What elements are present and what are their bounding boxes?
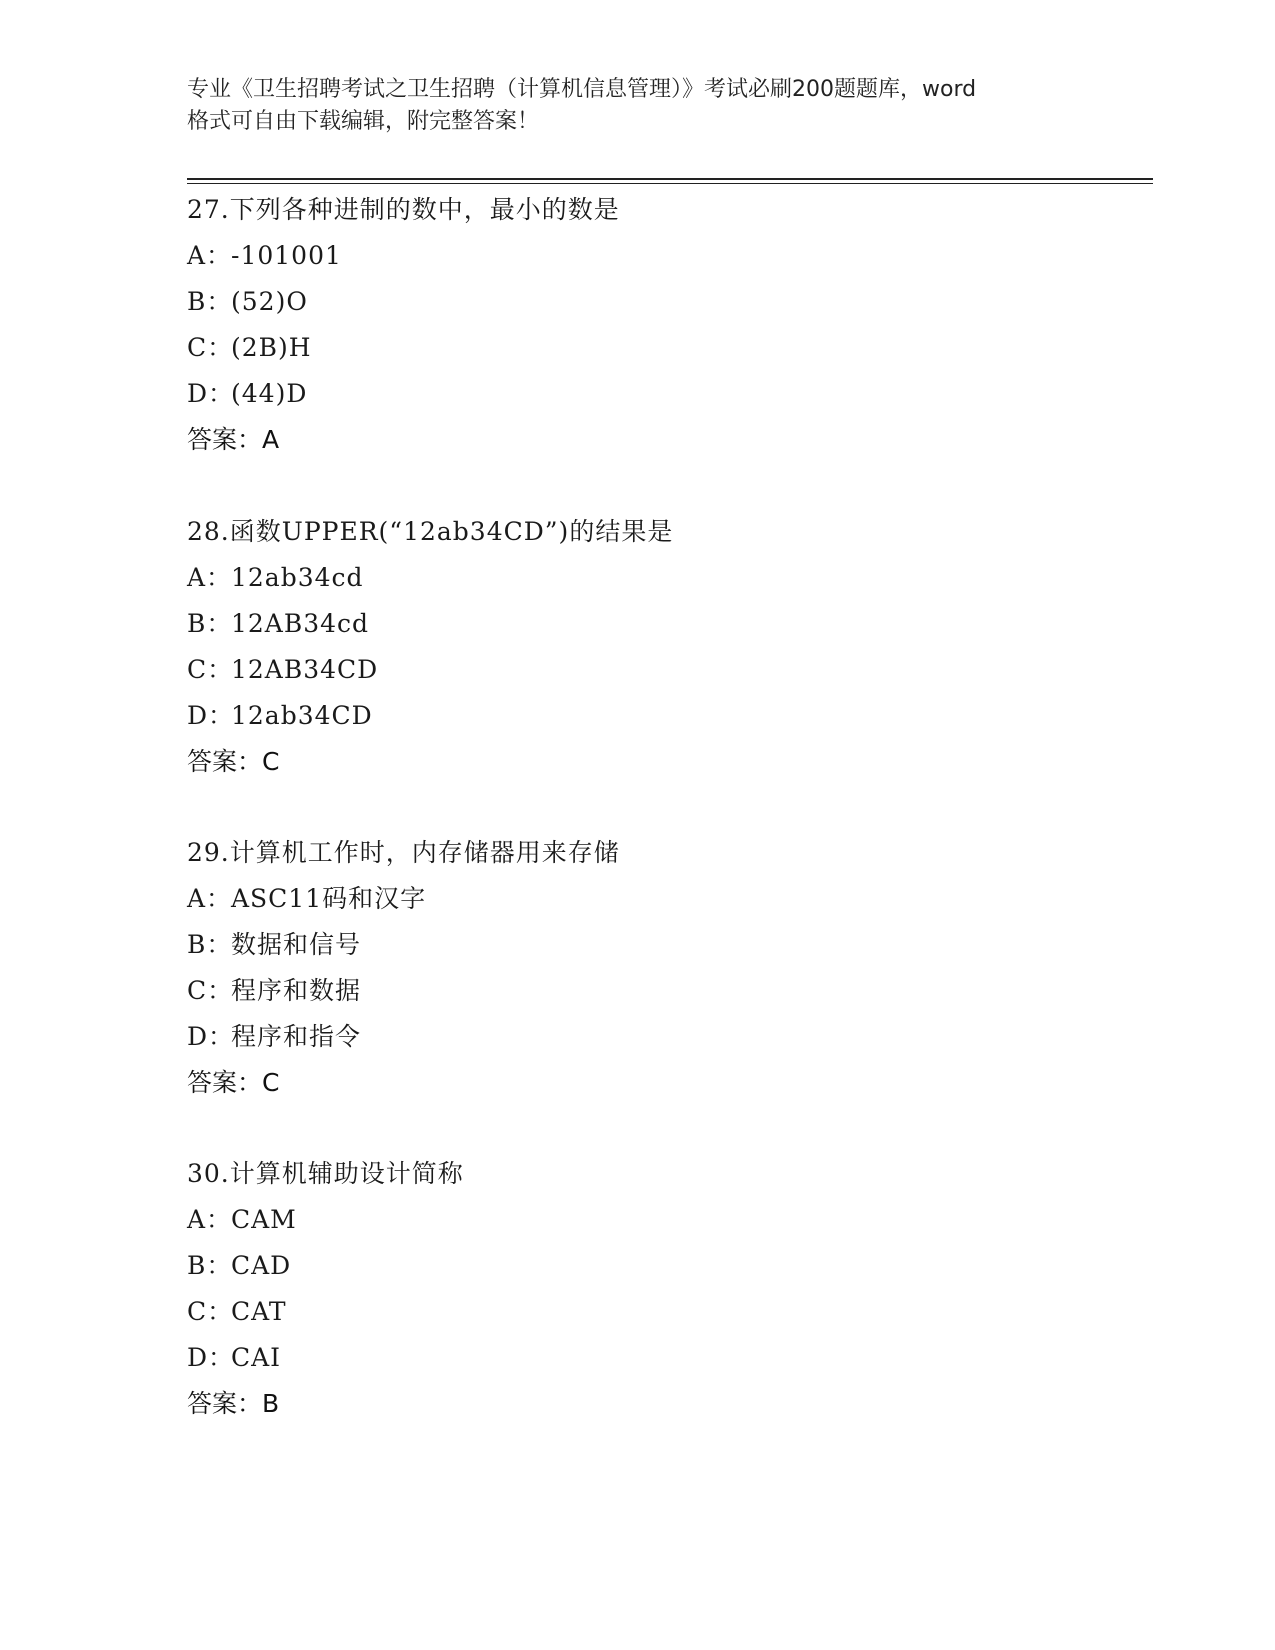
option-text: 12ab34cd	[231, 563, 364, 592]
option-text: 数据和信号	[231, 930, 362, 959]
option-text: ASC11码和汉字	[231, 884, 427, 913]
question-29	[187, 830, 1147, 1106]
option-letter: B：	[187, 930, 233, 959]
option-text: CAD	[231, 1251, 292, 1280]
option-text: CAM	[231, 1205, 297, 1234]
option-b	[187, 601, 1147, 647]
option-letter: C：	[187, 1297, 234, 1326]
option-d	[187, 1014, 1147, 1060]
question-title: 28.函数UPPER(“12ab34CD”)的结果是	[187, 517, 674, 546]
answer-line: 答案：C	[187, 747, 280, 776]
question-30	[187, 1151, 1147, 1427]
option-b	[187, 1243, 1147, 1289]
question-title: 29.计算机工作时，内存储器用来存储	[187, 838, 620, 867]
option-d	[187, 693, 1147, 739]
option-letter: B：	[187, 609, 233, 638]
option-letter: A：	[187, 563, 233, 592]
option-letter: D：	[187, 379, 235, 408]
option-text: 程序和数据	[231, 976, 362, 1005]
header-divider-thick	[187, 178, 1153, 180]
option-letter: A：	[187, 241, 233, 270]
option-c	[187, 325, 1147, 371]
option-a	[187, 876, 1147, 922]
answer-line: 答案：C	[187, 1068, 280, 1097]
question-title: 27.下列各种进制的数中，最小的数是	[187, 195, 620, 224]
option-letter: D：	[187, 1343, 235, 1372]
header-line-2: 格式可自由下载编辑，附完整答案！	[187, 109, 540, 134]
option-letter: A：	[187, 884, 233, 913]
question-title: 30.计算机辅助设计简称	[187, 1159, 464, 1188]
document-header	[187, 74, 1107, 138]
option-text: 程序和指令	[231, 1022, 362, 1051]
option-letter: D：	[187, 701, 235, 730]
option-a	[187, 1197, 1147, 1243]
option-c	[187, 647, 1147, 693]
header-divider-thin	[187, 183, 1153, 184]
answer-line: 答案：A	[187, 425, 280, 454]
option-text: -101001	[231, 241, 342, 270]
option-text: (44)D	[231, 379, 308, 408]
question-28	[187, 509, 1147, 785]
option-c	[187, 1289, 1147, 1335]
answer-line: 答案：B	[187, 1389, 280, 1418]
option-letter: B：	[187, 1251, 233, 1280]
option-b	[187, 922, 1147, 968]
option-a	[187, 233, 1147, 279]
option-letter: C：	[187, 976, 234, 1005]
option-text: 12AB34CD	[231, 655, 379, 684]
option-text: 12AB34cd	[231, 609, 370, 638]
option-text: (2B)H	[231, 333, 312, 362]
option-a	[187, 555, 1147, 601]
option-text: CAI	[231, 1343, 282, 1372]
option-d	[187, 371, 1147, 417]
option-letter: A：	[187, 1205, 233, 1234]
option-text: CAT	[231, 1297, 287, 1326]
option-letter: C：	[187, 333, 234, 362]
option-text: 12ab34CD	[231, 701, 373, 730]
option-c	[187, 968, 1147, 1014]
option-letter: D：	[187, 1022, 235, 1051]
option-b	[187, 279, 1147, 325]
option-letter: C：	[187, 655, 234, 684]
option-d	[187, 1335, 1147, 1381]
header-line-1: 专业《卫生招聘考试之卫生招聘（计算机信息管理）》考试必刷200题题库，word	[187, 77, 977, 102]
question-27	[187, 187, 1147, 463]
option-text: (52)O	[231, 287, 308, 316]
option-letter: B：	[187, 287, 233, 316]
